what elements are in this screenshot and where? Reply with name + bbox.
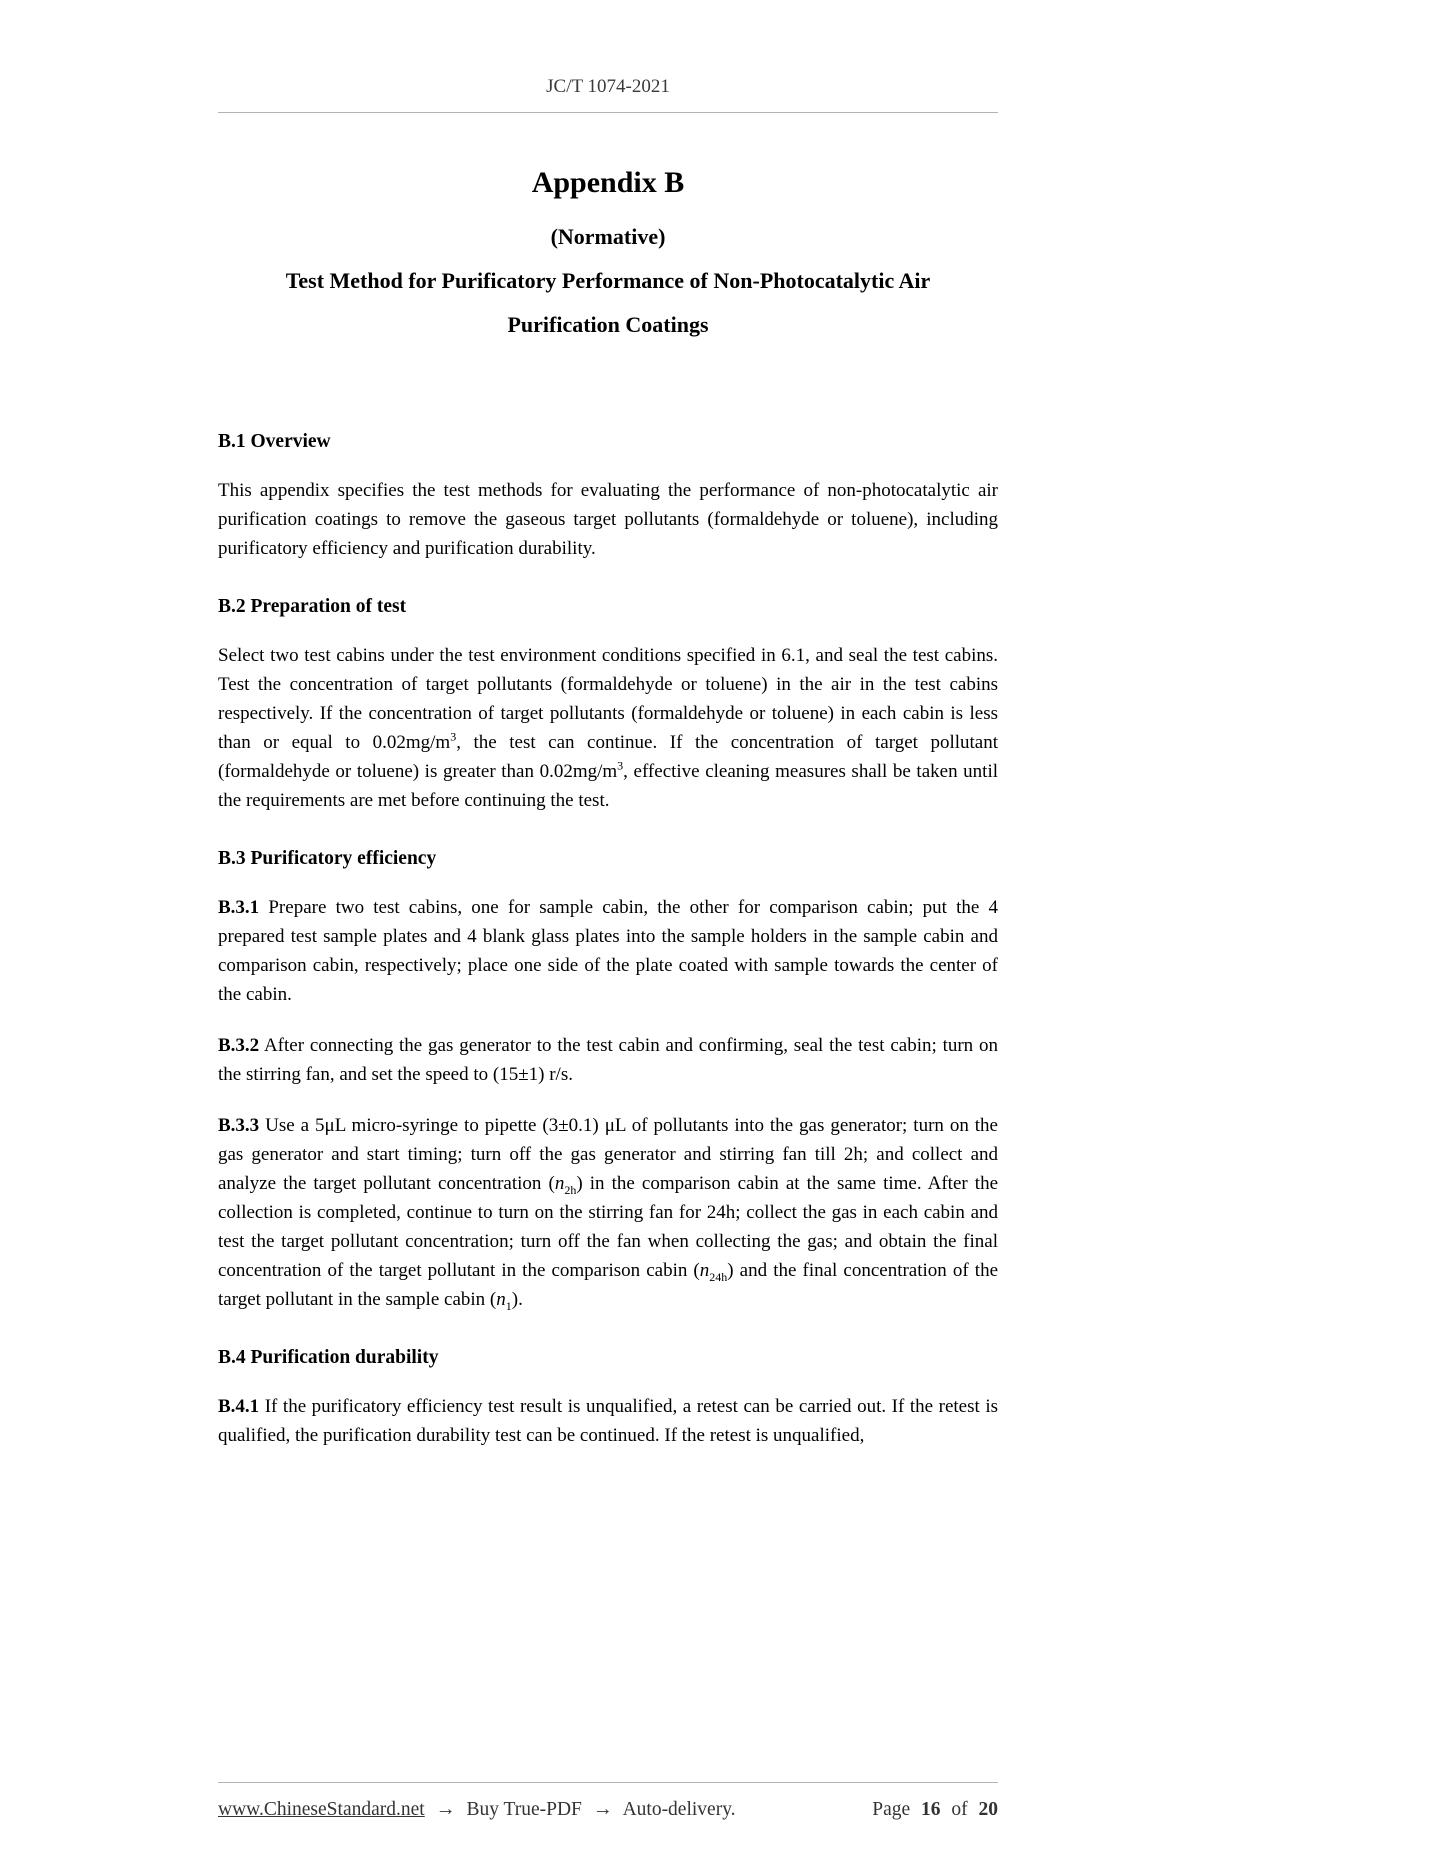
paragraph-b3-1	[218, 893, 998, 1009]
section-heading-b3: B.3 Purificatory efficiency	[218, 848, 437, 869]
section-heading-b2: B.2 Preparation of test	[218, 596, 407, 617]
normative-label: (Normative)	[550, 224, 666, 249]
arrow-icon: →	[592, 1798, 613, 1820]
paragraph-b3-2	[218, 1031, 998, 1089]
document-title-line2: Purification Coatings	[507, 312, 709, 337]
variable-n-24h: n	[699, 1260, 710, 1281]
footer-buy-label: Buy True-PDF	[466, 1799, 582, 1820]
paragraph-b2-text1: Select two test cabins under the test environment conditions specified in 6.1, and seal the test cabins. Test the concentration of target pollutants (formaldehyde or toluene) in the air in the test cabins respectively. If the concentration of target pollutants (formaldehyde or toluene) in each cabin is less than or equal to 0.02mg/m	[218, 645, 998, 753]
section-heading-b1: B.1 Overview	[218, 431, 331, 452]
superscript-cubed-2: 3	[617, 758, 624, 773]
page-footer	[218, 1782, 998, 1821]
page-current: 16	[921, 1799, 941, 1820]
page-label: Page	[872, 1799, 911, 1820]
paragraph-b3-3-text2: ) in the comparison cabin at the same time. After the collection is completed, continue to turn on the stirring fan for 24h; collect the gas in each cabin and test the target pollutant concentration; turn off the fan when collecting the gas; and obtain the final concentration of the target pollutant in the comparison cabin (	[218, 1173, 999, 1281]
paragraph-b4-1-text: If the purificatory efficiency test result is unqualified, a retest can be carried out. If the retest is qualified, the purification durability test can be continued. If the retest is unqualified,	[218, 1396, 998, 1446]
paragraph-b3-1-text: Prepare two test cabins, one for sample cabin, the other for comparison cabin; put the 4 prepared test sample plates and 4 blank glass plates into the sample holders in the sample cabin and comparison cabin, respectively; place one side of the plate coated with sample towards the center of the cabin.	[218, 897, 998, 1005]
footer-page-indicator	[866, 1799, 998, 1821]
section-heading-b4: B.4 Purification durability	[218, 1347, 439, 1368]
paragraph-b2	[218, 641, 998, 815]
clause-number-b3-3: B.3.3	[218, 1115, 260, 1136]
footer-site-link[interactable]: www.ChineseStandard.net	[218, 1799, 425, 1820]
page-total: 20	[978, 1799, 998, 1820]
clause-number-b4-1: B.4.1	[218, 1396, 260, 1417]
appendix-title: Appendix B	[531, 166, 685, 199]
paragraph-b3-2-text: After connecting the gas generator to the test cabin and confirming, seal the test cabin; turn on the stirring fan, and set the speed to (15±1) r/s.	[218, 1035, 998, 1085]
subscript-1: 1	[505, 1298, 512, 1313]
paragraph-b2-text3: , effective cleaning measures shall be taken until the requirements are met before continuing the test.	[218, 761, 999, 811]
paragraph-b1	[218, 476, 998, 563]
paragraph-b4-1	[218, 1392, 998, 1450]
clause-number-b3-1: B.3.1	[218, 897, 260, 918]
paragraph-b1-text: This appendix specifies the test methods for evaluating the performance of non-photocatalytic air purification coatings to remove the gaseous target pollutants (formaldehyde or toluene), including purificatory efficiency and purification durability.	[218, 480, 998, 559]
superscript-cubed-1: 3	[450, 729, 457, 744]
paragraph-b3-3-text1: Use a 5μL micro-syringe to pipette (3±0.1) μL of pollutants into the gas generator; turn on the gas generator and start timing; turn off the gas generator and stirring fan till 2h; and collect and analyze the target pollutant concentration (	[218, 1115, 998, 1194]
document-content	[218, 166, 998, 1450]
variable-n-1: n	[496, 1289, 506, 1310]
standard-number: JC/T 1074-2021	[546, 76, 670, 97]
footer-source-line	[218, 1798, 742, 1821]
document-title-line1: Test Method for Purificatory Performance of Non-Photocatalytic Air	[285, 268, 931, 293]
paragraph-b3-3-text4: ).	[511, 1289, 523, 1310]
paragraph-b3-3-text3: ) and the final concentration of the target pollutant in the sample cabin (	[218, 1260, 998, 1310]
page-of-label: of	[951, 1799, 968, 1820]
clause-number-b3-2: B.3.2	[218, 1035, 260, 1056]
subscript-24h: 24h	[709, 1269, 728, 1284]
subscript-2h: 2h	[564, 1182, 577, 1197]
page-header	[218, 76, 998, 113]
arrow-icon: →	[435, 1798, 456, 1820]
variable-n-2h: n	[554, 1173, 565, 1194]
paragraph-b3-3	[218, 1111, 998, 1314]
paragraph-b2-text2: , the test can continue. If the concentration of target pollutant (formaldehyde or toluene) is greater than 0.02mg/m	[218, 732, 998, 782]
footer-delivery-label: Auto-delivery.	[622, 1799, 736, 1820]
